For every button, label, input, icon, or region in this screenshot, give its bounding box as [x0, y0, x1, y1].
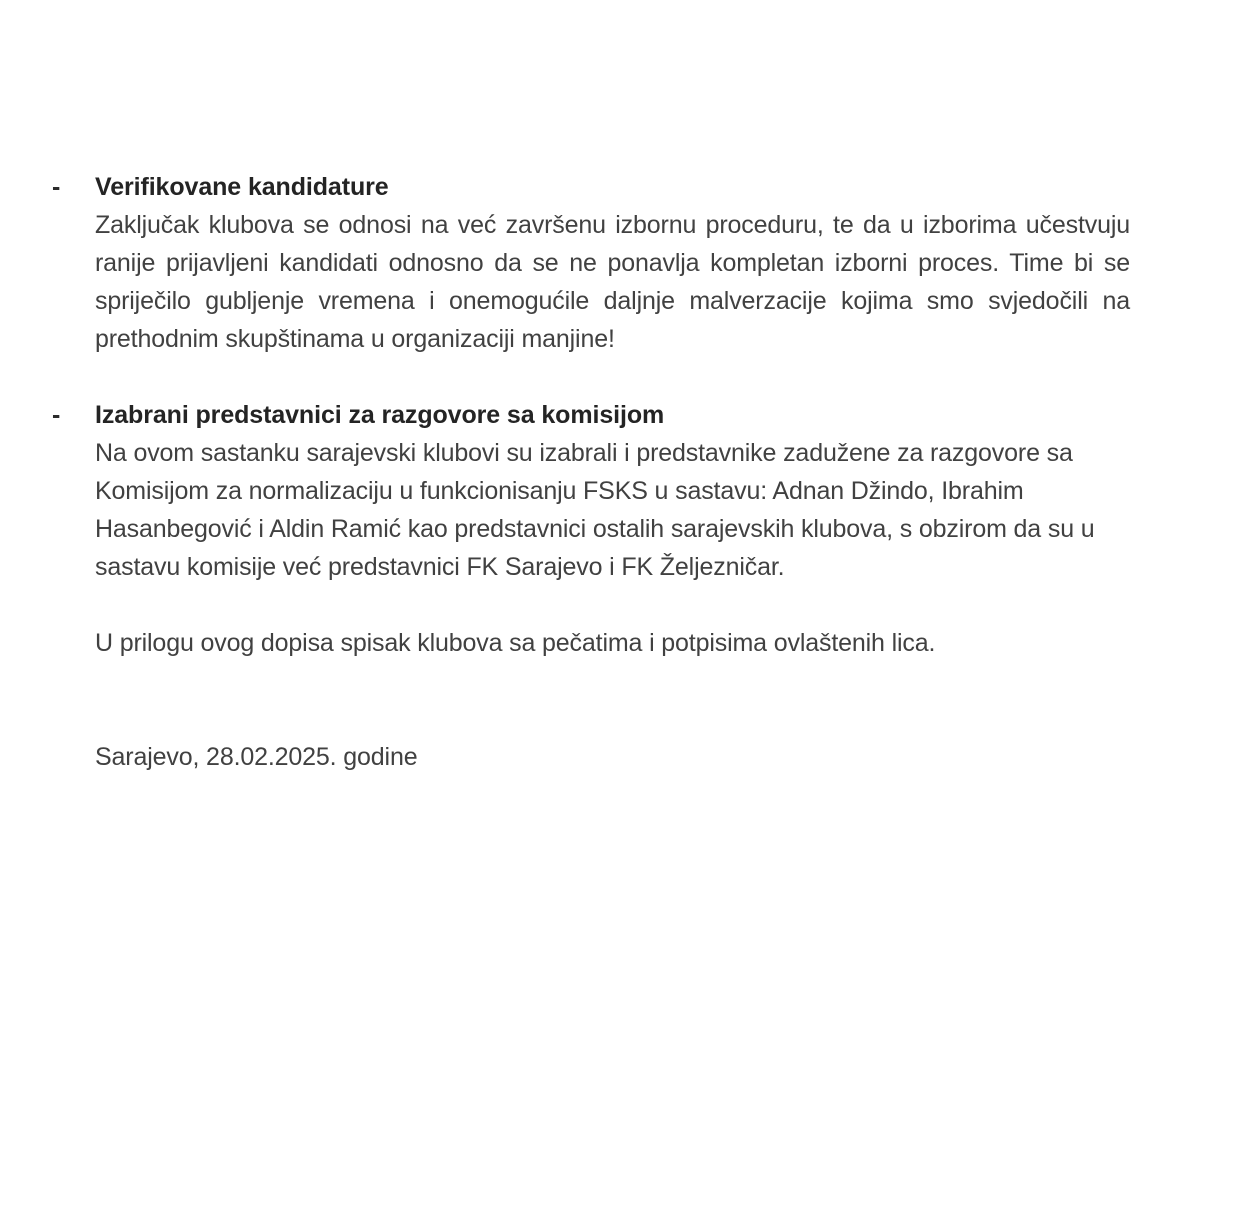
section-verifikovane-kandidature [0, 168, 1235, 358]
closing-note-text: U prilogu ovog dopisa spisak klubova sa pečatima i potpisima ovlaštenih lica. [95, 629, 936, 657]
date-line-text: Sarajevo, 28.02.2025. godine [95, 743, 418, 771]
section-izabrani-predstavnici [0, 396, 1235, 586]
closing-note-block [0, 624, 1235, 662]
section-heading-verifikovane-kandidature: Verifikovane kandidature [95, 173, 389, 201]
dash-bullet-icon: - [52, 401, 61, 429]
section-body-izabrani-predstavnici: Na ovom sastanku sarajevski klubovi su izabrali i predstavnike zadužene za razgovore sa Komisijom za normalizaciju u funkcionisanju FSKS u sastavu: Adnan Džindo, Ibrahim Hasanbegović i Aldin Ramić kao predstavnici ostalih sarajevskih klubova, s obzirom da su u sastavu komisije već predstavnici FK Sarajevo i FK Željezničar. [95, 439, 1095, 581]
date-line-block [0, 738, 1235, 776]
dash-bullet-icon: - [52, 173, 61, 201]
section-body-verifikovane-kandidature: Zaključak klubova se odnosi na već završenu izbornu proceduru, te da u izborima učestvuju ranije prijavljeni kandidati odnosno da se ne ponavlja kompletan izborni proces. Time bi se spriječilo gubljenje vremena i onemogućile daljnje malverzacije kojima smo svjedočili na prethodnim skupštinama u organizaciji manjine! [95, 211, 1130, 353]
section-heading-izabrani-predstavnici: Izabrani predstavnici za razgovore sa komisijom [95, 401, 665, 429]
document-page [0, 168, 1235, 1218]
